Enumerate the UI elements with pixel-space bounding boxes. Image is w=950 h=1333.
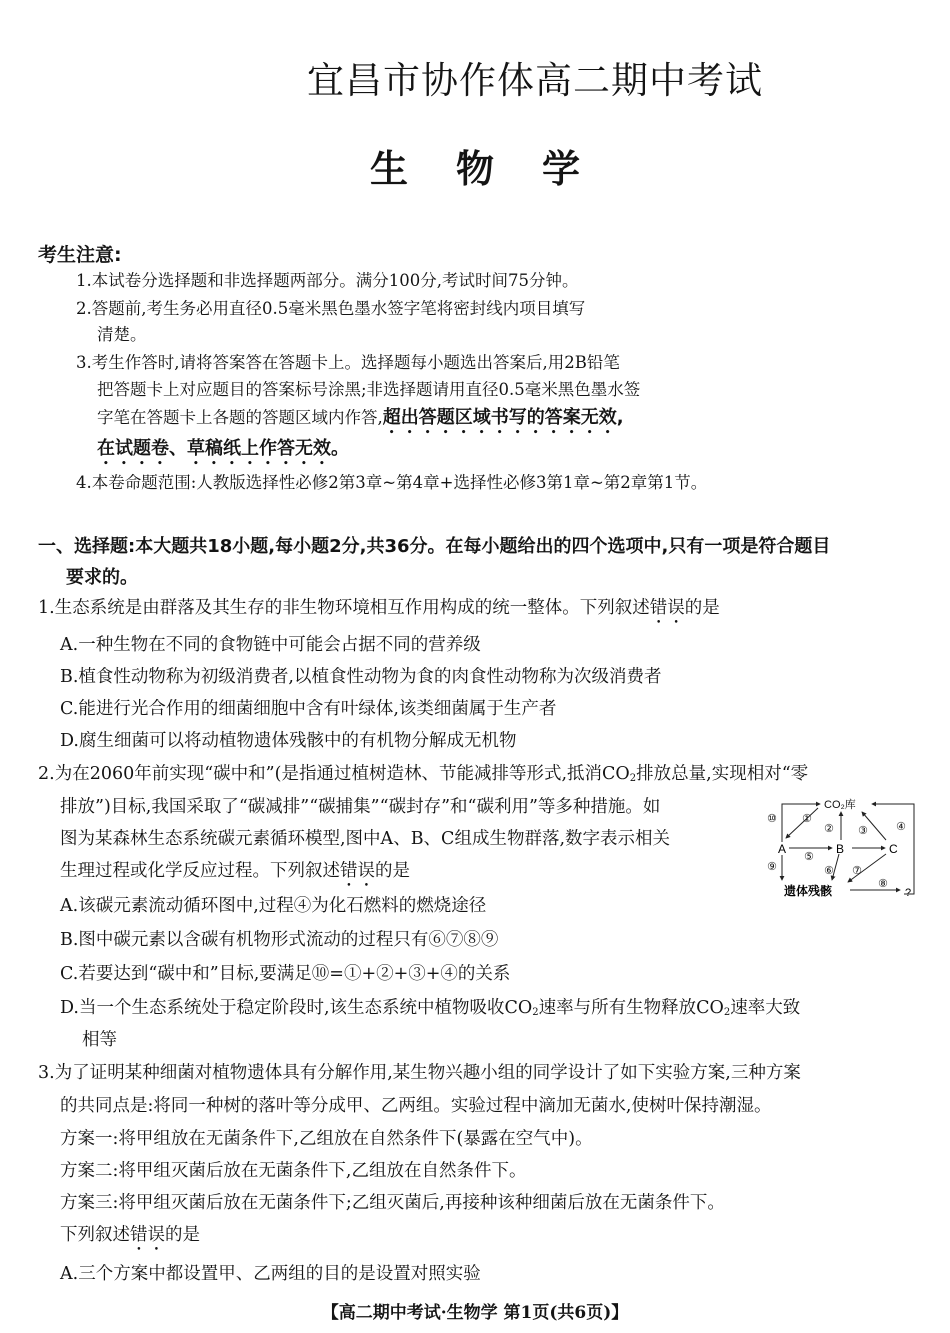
question-3-ask-text: 下列叙述 — [60, 1225, 130, 1245]
notice-item-3-warning-2: 在试题卷、草稿纸上作答无效。 — [97, 438, 349, 459]
question-3-emphasis: 错误 — [130, 1225, 165, 1245]
question-1-option-b: B.植食性动物称为初级消费者,以植食性动物为食的肉食性动物称为次级消费者 — [60, 667, 662, 687]
notice-item-3-line-3 — [97, 405, 624, 438]
question-1-option-c: C.能进行光合作用的细菌细胞中含有叶绿体,该类细菌属于生产者 — [60, 699, 557, 719]
notice-heading: 考生注意: — [38, 244, 122, 266]
node-c-label: C — [889, 842, 898, 856]
section-heading-line-1: 一、选择题:本大题共18小题,每小题2分,共36分。在每小题给出的四个选项中,只有一项是符合题目 — [38, 536, 831, 557]
subscript-2: 2 — [629, 773, 637, 784]
question-2-option-a: A.该碳元素流动循环图中,过程④为化石燃料的燃烧途径 — [60, 896, 487, 916]
question-2-emphasis: 错误 — [340, 861, 375, 881]
question-2-option-c: C.若要达到“碳中和”目标,要满足⑩=①+②+③+④的关系 — [60, 964, 511, 984]
option-d-text-b: 速率与所有生物释放CO — [538, 998, 724, 1018]
unknown-label: ? — [905, 887, 912, 899]
option-d-text-c: 速率大致 — [730, 998, 801, 1018]
question-1-stem-end: 的是 — [684, 598, 720, 618]
question-1-stem — [38, 594, 720, 628]
page-footer: 【高二期中考试·生物学 第1页(共6页)】 — [321, 1303, 629, 1323]
node-b-label: B — [836, 842, 845, 856]
question-2-line-2: 排放”)目标,我国采取了“碳减排”“碳捕集”“碳封存”和“碳利用”等多种措施。如 — [60, 797, 661, 817]
question-2-option-d-line-1 — [60, 994, 800, 1019]
subject-title: 生物学 — [369, 146, 628, 191]
question-2-line-1-b: 排放总量,实现相对“零 — [636, 764, 809, 784]
notice-item-3-warning-1: 超出答题区域书写的答案无效, — [382, 407, 624, 428]
label-3: ③ — [858, 824, 868, 837]
remains-label: 遗体残骸 — [784, 884, 833, 898]
label-5: ⑤ — [804, 850, 814, 863]
question-2-line-4 — [60, 857, 410, 891]
co2-pool-label: CO₂库 — [824, 799, 856, 811]
question-3-plan-2: 方案二:将甲组灭菌后放在无菌条件下,乙组放在自然条件下。 — [60, 1161, 527, 1181]
option-d-text-a: D.当一个生态系统处于稳定阶段时,该生态系统中植物吸收CO — [60, 998, 533, 1018]
question-1-option-d: D.腐生细菌可以将动植物遗体残骸中的有机物分解成无机物 — [60, 731, 517, 751]
label-9: ⑨ — [767, 860, 777, 873]
question-2-line-4-text: 生理过程或化学反应过程。下列叙述 — [60, 861, 340, 881]
question-3-line-2: 的共同点是:将同一种树的落叶等分成甲、乙两组。实验过程中滴加无菌水,使树叶保持潮湿。 — [60, 1096, 772, 1116]
question-3-plan-1: 方案一:将甲组放在无菌条件下,乙组放在自然条件下(暴露在空气中)。 — [60, 1129, 593, 1149]
notice-item-4: 4.本卷命题范围:人教版选择性必修2第3章~第4章+选择性必修3第1章~第2章第1节。 — [76, 473, 708, 492]
question-1-option-a: A.一种生物在不同的食物链中可能会占据不同的营养级 — [60, 635, 481, 655]
question-3-ask-end: 的是 — [165, 1225, 200, 1245]
notice-item-3-line-2: 把答题卡上对应题目的答案标号涂黑;非选择题请用直径0.5毫米黑色墨水签 — [97, 380, 641, 399]
exam-title: 宜昌市协作体高二期中考试 — [307, 59, 763, 102]
notice-item-3-line-3-plain: 字笔在答题卡上各题的答题区域内作答, — [97, 408, 383, 427]
subscript-2: 2 — [723, 1007, 731, 1018]
label-10: ⑩ — [767, 812, 777, 825]
node-a-label: A — [778, 842, 787, 856]
question-2-option-b: B.图中碳元素以含碳有机物形式流动的过程只有⑥⑦⑧⑨ — [60, 930, 499, 950]
label-7: ⑦ — [852, 864, 862, 877]
notice-item-1: 1.本试卷分选择题和非选择题两部分。满分100分,考试时间75分钟。 — [76, 271, 579, 290]
notice-item-2-line-1: 2.答题前,考生务必用直径0.5毫米黑色墨水签字笔将密封线内项目填写 — [76, 299, 586, 318]
question-2-line-3: 图为某森林生态系统碳元素循环模型,图中A、B、C组成生物群落,数字表示相关 — [60, 829, 671, 849]
question-2-line-4-end: 的是 — [375, 861, 410, 881]
label-2: ② — [824, 822, 834, 835]
question-3-line-1: 3.为了证明某种细菌对植物遗体具有分解作用,某生物兴趣小组的同学设计了如下实验方案,三种方案 — [38, 1063, 801, 1083]
notice-item-3-line-1: 3.考生作答时,请将答案答在答题卡上。选择题每小题选出答案后,用2B铅笔 — [76, 353, 620, 372]
notice-item-2-line-2: 清楚。 — [97, 325, 147, 344]
question-3-option-a: A.三个方案中都设置甲、乙两组的目的是设置对照实验 — [60, 1264, 481, 1284]
question-2-line-1-a: 2.为在2060年前实现“碳中和”(是指通过植树造林、节能减排等形式,抵消CO — [38, 764, 630, 784]
carbon-cycle-diagram — [762, 792, 920, 904]
question-2-line-1 — [38, 760, 808, 785]
question-2-option-d-line-2: 相等 — [82, 1030, 117, 1050]
question-3-plan-3: 方案三:将甲组灭菌后放在无菌条件下;乙组灭菌后,再接种该种细菌后放在无菌条件下。 — [60, 1193, 725, 1213]
label-8: ⑧ — [878, 877, 888, 890]
label-6: ⑥ — [824, 864, 834, 877]
section-heading-line-2: 要求的。 — [66, 567, 138, 588]
subscript-2: 2 — [532, 1007, 539, 1018]
label-1: ① — [802, 812, 812, 825]
question-1-emphasis: 错误 — [649, 598, 685, 618]
question-3-ask — [60, 1221, 200, 1255]
label-4: ④ — [896, 820, 906, 833]
question-1-stem-text: 1.生态系统是由群落及其生存的非生物环境相互作用构成的统一整体。下列叙述 — [38, 598, 650, 618]
